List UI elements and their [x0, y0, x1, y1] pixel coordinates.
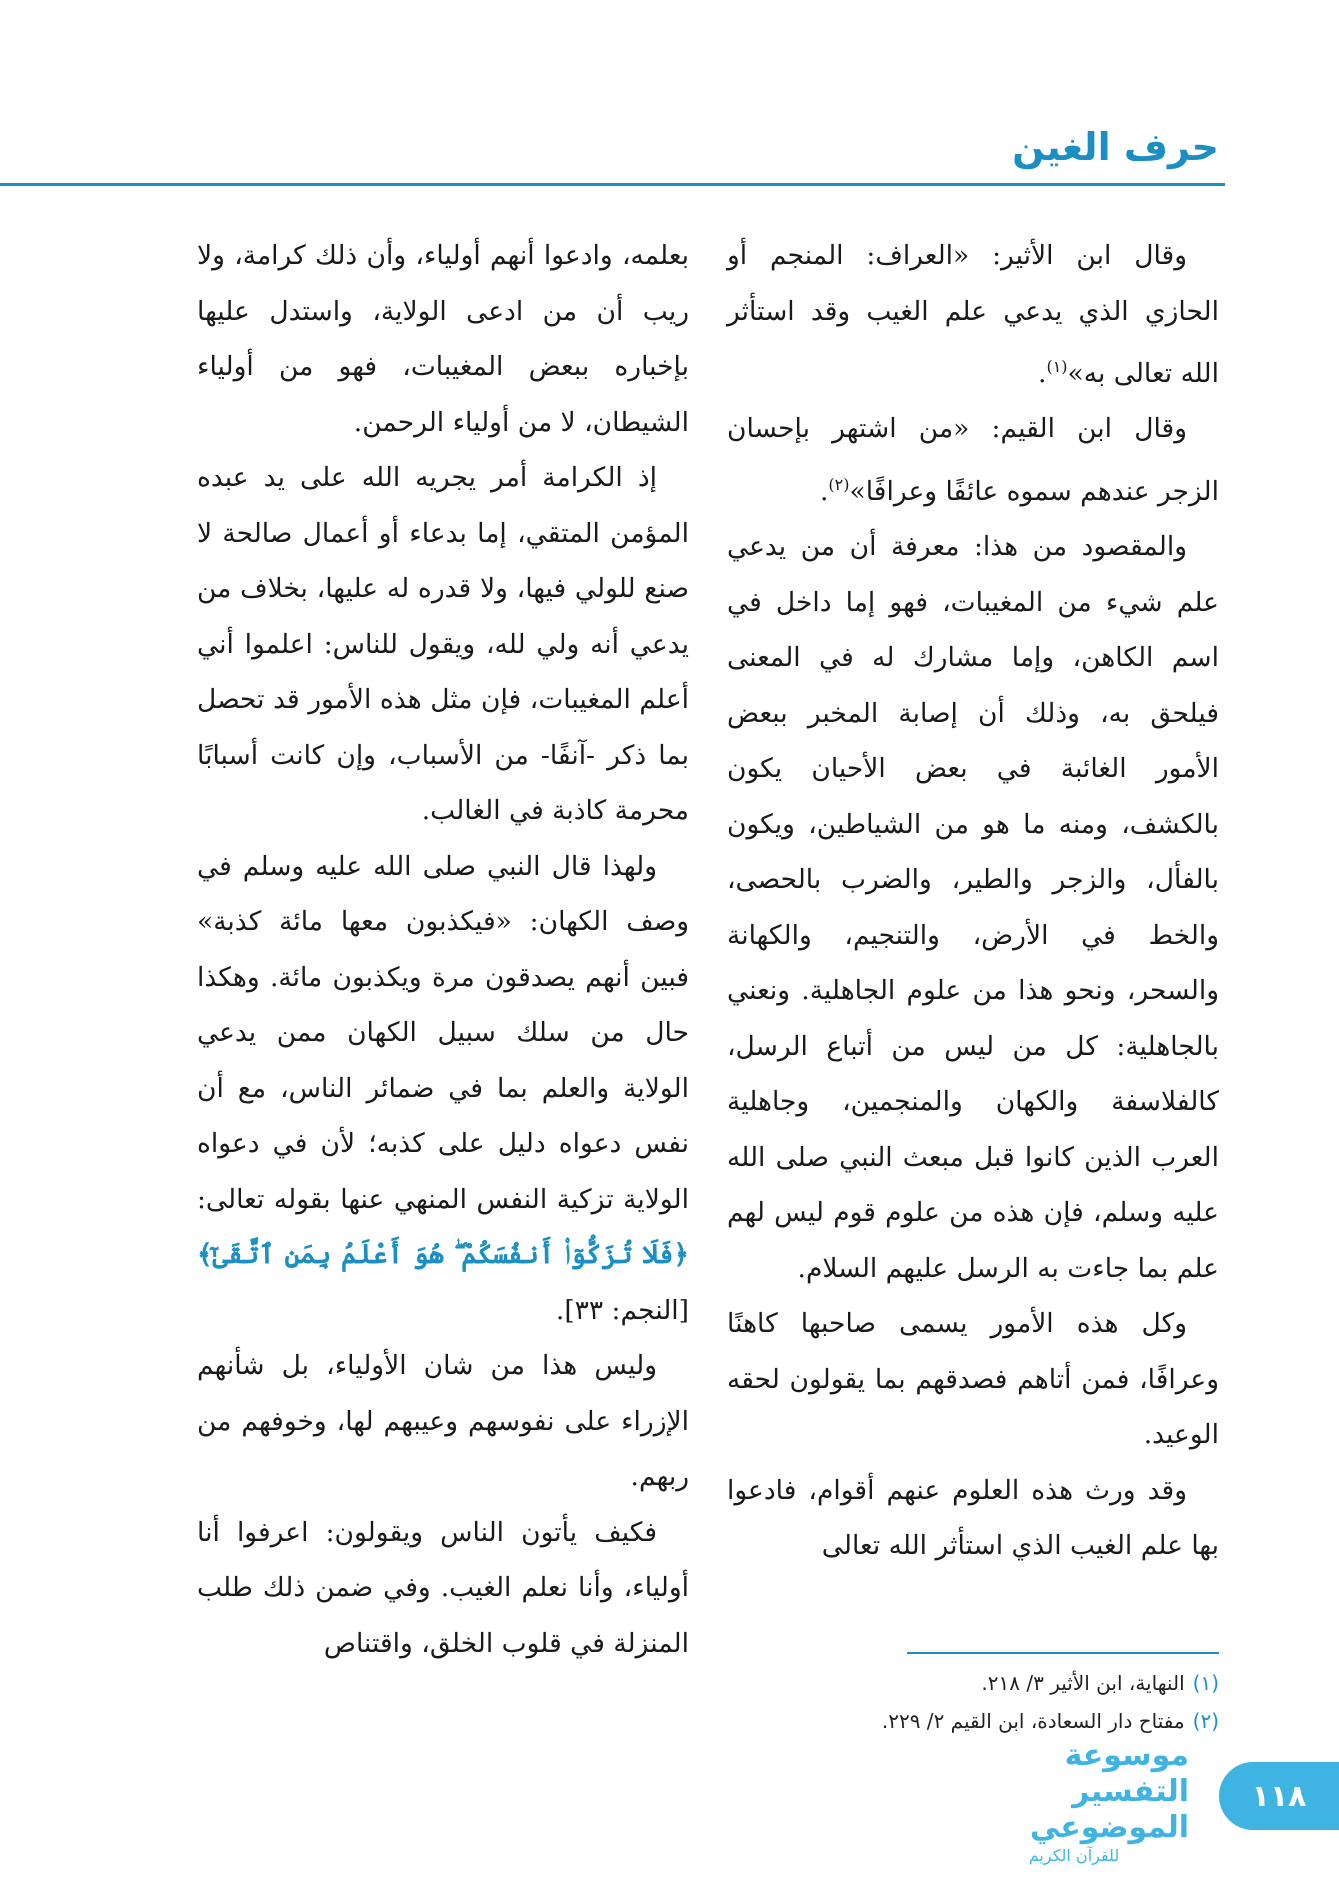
footnote-number: (٢)	[1192, 1709, 1219, 1733]
paragraph-text: ولهذا قال النبي صلى الله عليه وسلم في وصف الكهان: «فيكذبون معها مائة كذبة» فبين أنهم يصدقون مرة ويكذبون مائة. وهكذا حال من سلك سبيل الكهان ممن يدعي الولاية والعلم بما في ضمائر الناس، مع أن نفس دعواه دليل على كذبه؛ لأن في دعواه الولاية تزكية النفس المنهي عنها بقوله تعالى:	[197, 850, 689, 1215]
footnote-number: (١)	[1192, 1671, 1219, 1695]
footnotes	[619, 1664, 1219, 1740]
footnote-text: النهاية، ابن الأثير ٣/ ٢١٨.	[981, 1671, 1185, 1695]
page-number-badge	[1219, 1762, 1339, 1830]
paragraph-end: .	[1038, 357, 1047, 389]
paragraph: إذ الكرامة أمر يجريه الله على يد عبده المؤمن المتقي، إما بدعاء أو أعمال صالحة لا صنع للولي فيها، ولا قدره له عليها، بخلاف من يدعي أنه ولي لله، ويقول للناس: اعلموا أني أعلم المغيبات، فإن مثل هذه الأمور قد تحصل بما ذكر -آنفًا- من الأسباب، وإن كانت أسبابًا محرمة كاذبة في الغالب.	[197, 462, 689, 826]
header-divider	[0, 183, 1225, 186]
paragraph-end: .	[819, 475, 829, 507]
footnote-text: مفتاح دار السعادة، ابن القيم ٢/ ٢٢٩.	[881, 1709, 1185, 1733]
quran-verse: ﴿فَلَا تُزَكُّوٓا۟ أَنفُسَكُمْ ۖ هُوَ أَعْلَمُ بِمَنِ ٱتَّقَىٰٓ﴾	[197, 1239, 689, 1270]
left-text-column	[197, 228, 689, 1671]
chapter-title: حرف الغين	[1012, 125, 1219, 169]
paragraph: فكيف يأتون الناس ويقولون: اعرفوا أنا أولياء، وأنا نعلم الغيب. وفي ضمن ذلك طلب المنزلة في قلوب الخلق، واقتناص	[197, 1516, 689, 1659]
logo-title: موسوعة التفسير الموضوعي	[1029, 1738, 1189, 1845]
paragraph	[727, 228, 1219, 401]
paragraph: بعلمه، وادعوا أنهم أولياء، وأن ذلك كرامة، ولا ريب أن من ادعى الولاية، واستدل عليها بإخباره ببعض المغيبات، فهو من أولياء الشيطان، لا من أولياء الرحمن.	[197, 240, 689, 438]
footnote-item	[619, 1664, 1219, 1702]
logo-subtitle: للقرآن الكريم	[1028, 1846, 1120, 1865]
paragraph: وليس هذا من شان الأولياء، بل شأنهم الإزراء على نفوسهم وعيبهم لها، وخوفهم من ربهم.	[197, 1350, 689, 1492]
footnote-ref[interactable]: (٢)	[828, 474, 850, 494]
paragraph: وكل هذه الأمور يسمى صاحبها كاهنًا وعرافًا، فمن أتاهم فصدقهم بما يقولون لحقه الوعيد.	[727, 1308, 1219, 1451]
footnote-divider	[907, 1652, 1219, 1654]
page-number: ١١٨	[1251, 1778, 1307, 1814]
paragraph: والمقصود من هذا: معرفة أن من يدعي علم شيء من المغيبات، فهو إما داخل في اسم الكاهن، وإما مشارك له في المعنى فيلحق به، وذلك أن إصابة المخبر ببعض الأمور الغائبة في بعض الأحيان يكون بالكشف، ومنه ما هو من الشياطين، ويكون بالفأل، والزجر والطير، والضرب بالحصى، والخط في الأرض، والتنجيم، والكهانة والسحر، ونحو هذا من علوم الجاهلية. ونعني بالجاهلية: كل من ليس من أتباع الرسل، كالفلاسفة والكهان والمنجمين، وجاهلية العرب الذين كانوا قبل مبعث النبي صلى الله عليه وسلم، فإن هذه من علوم قوم ليس لهم علم بما جاءت به الرسل عليهم السلام.	[727, 531, 1219, 1284]
footnote-ref[interactable]: (١)	[1046, 357, 1068, 376]
right-text-column	[727, 228, 1219, 1574]
paragraph	[727, 401, 1219, 519]
paragraph: وقد ورث هذه العلوم عنهم أقوام، فادعوا بها علم الغيب الذي استأثر الله تعالى	[727, 1474, 1219, 1562]
paragraph	[197, 839, 689, 1339]
encyclopedia-logo	[959, 1738, 1189, 1865]
verse-citation: [النجم: ٣٣].	[555, 1294, 689, 1326]
footnote-item	[619, 1702, 1219, 1740]
paragraph-text: وقال ابن القيم: «من اشتهر بإحسان الزجر عندهم سموه عائفًا وعرافًا»	[727, 413, 1219, 507]
paragraph-text: وقال ابن الأثير: «العراف: المنجم أو الحازي الذي يدعي علم الغيب وقد استأثر الله تعالى به»	[727, 240, 1219, 389]
